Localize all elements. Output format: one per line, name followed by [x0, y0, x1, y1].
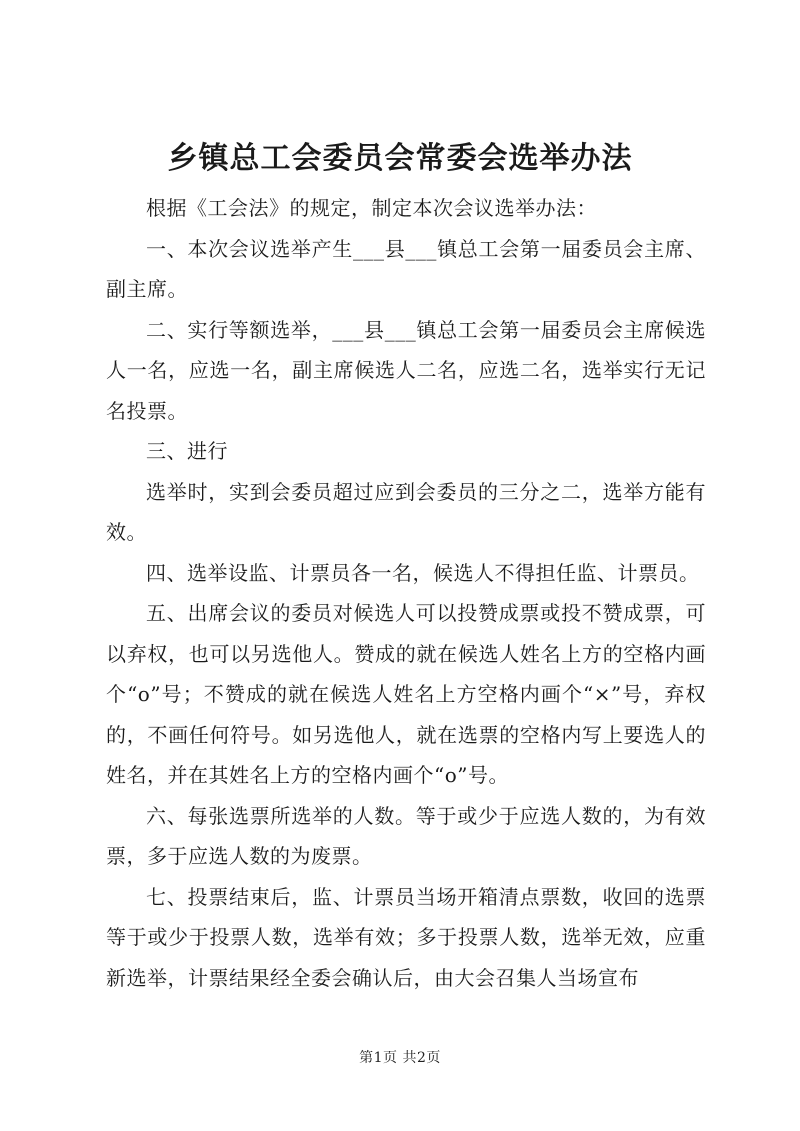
paragraph-item-1: 一、本次会议选举产生___县___镇总工会第一届委员会主席、副主席。 [106, 236, 706, 301]
paragraph-item-6: 六、每张选票所选举的人数。等于或少于应选人数的，为有效票，多于应选人数的为废票。 [106, 803, 706, 868]
page-number-footer: 第1页 共2页 [359, 1050, 441, 1066]
paragraph-item-2: 二、实行等额选举，___县___镇总工会第一届委员会主席候选人一名，应选一名，副主席候选人二名，应选二名，选举实行无记名投票。 [106, 317, 706, 423]
paragraph-item-3: 三、进行 [146, 439, 228, 463]
paragraph-item-5: 五、出席会议的委员对候选人可以投赞成票或投不赞成票，可以弃权，也可以另选他人。赞成的就在候选人姓名上方的空格内画个“o”号；不赞成的就在候选人姓名上方空格内画个“×”号，弃权的，不画任何符号。如另选他人，就在选票的空格内写上要选人的姓名，并在其姓名上方的空格内画个“o”号。 [106, 601, 706, 787]
document-title: 乡镇总工会委员会常委会选举办法 [167, 141, 633, 176]
document-body [106, 188, 706, 998]
paragraph-item-4: 四、选举设监、计票员各一名，候选人不得担任监、计票员。 [146, 560, 700, 585]
paragraph-intro: 根据《工会法》的规定，制定本次会议选举办法： [146, 196, 597, 220]
paragraph-item-7: 七、投票结束后，监、计票员当场开箱清点票数，收回的选票等于或少于投票人数，选举有效；多于投票人数，选举无效，应重新选举，计票结果经全委会确认后，由大会召集人当场宣布 [106, 884, 706, 990]
paragraph-item-3-detail: 选举时，实到会委员超过应到会委员的三分之二，选举方能有效。 [106, 479, 706, 544]
